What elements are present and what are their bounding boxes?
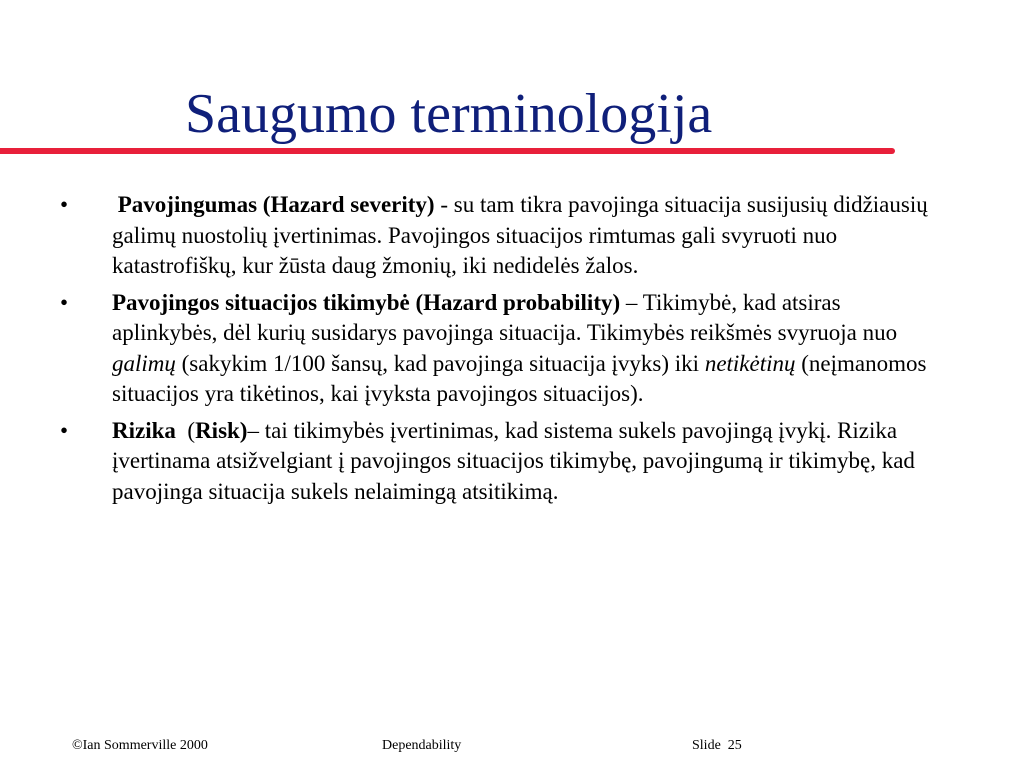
emphasis-possible: galimų — [112, 350, 176, 376]
bullet-content — [112, 290, 926, 407]
term-risk-paren: ( — [175, 417, 196, 443]
definition-part: (neįmanomos situacijos yra tikėtinos, kai įvyksta pavojingos situacijos). — [112, 350, 927, 406]
bullet-risk — [60, 416, 950, 508]
bullet-icon: • — [60, 417, 69, 443]
bullet-list — [60, 190, 950, 513]
footer-copyright: ©Ian Sommerville 2000 — [72, 738, 208, 753]
bullet-content — [112, 192, 928, 278]
bullet-hazard-severity — [60, 190, 950, 282]
bullet-content — [112, 418, 915, 504]
bullet-icon: • — [60, 192, 69, 217]
term-hazard-severity: Pavojingumas (Hazard severity) — [117, 192, 435, 217]
bullet-hazard-probability — [60, 288, 950, 410]
bullet-icon: • — [60, 289, 69, 315]
title-underline — [0, 148, 895, 154]
footer-slide-number: Slide 25 — [692, 738, 742, 753]
definition-part: (sakykim 1/100 šansų, kad pavojinga situacija įvyks) iki — [175, 350, 705, 376]
term-risk-lt: Rizika — [112, 417, 176, 443]
footer-topic: Dependability — [382, 738, 462, 753]
definition-risk: – tai tikimybės įvertinimas, kad sistema sukels pavojingą įvykį. Rizika įvertinama atsižvelgiant į pavojingos situacijos tikimybę, pavojingumą ir tikimybę, kad pavojinga situacija sukels nelaimingą atsitikimą. — [112, 417, 915, 504]
term-hazard-probability: Pavojingos situacijos tikimybė (Hazard probability) — [112, 289, 621, 315]
definition-hazard-severity: - su tam tikra pavojinga situacija susijusių didžiausių galimų nuostolių įvertinimas. Pavojingos situacijos rimtumas gali svyruoti nuo katastrofiškų, kur žūsta daug žmonių, iki nedidelės žalos. — [112, 192, 928, 278]
definition-part: – Tikimybė, kad atsiras aplinkybės, dėl kurių susidarys pavojinga situacija. Tikimybės reikšmės svyruoja nuo — [112, 289, 898, 345]
term-risk-en: Risk) — [195, 417, 248, 443]
emphasis-unlikely: netikėtinų — [704, 350, 796, 376]
slide-title: Saugumo terminologija — [185, 83, 713, 145]
